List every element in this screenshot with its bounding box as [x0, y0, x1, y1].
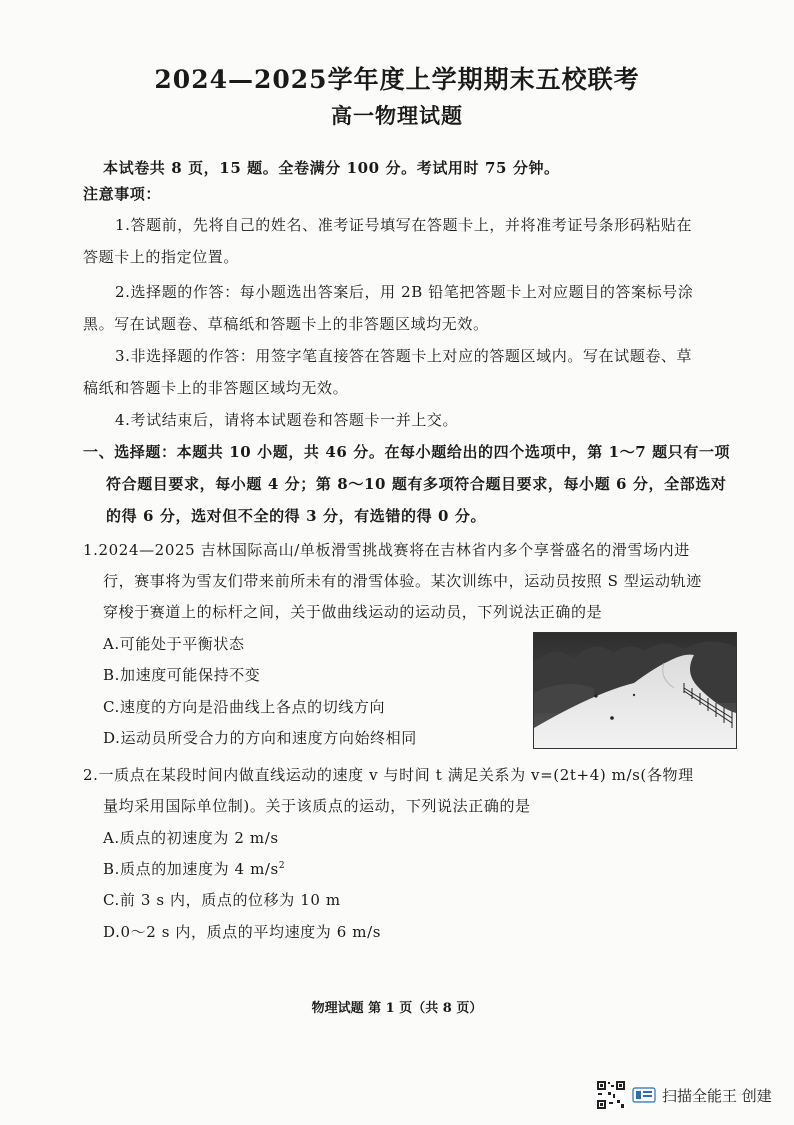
question-2-option-b-text: B.质点的加速度为 4 m/s — [103, 860, 279, 878]
page-footer: 物理试题 第 1 页（共 8 页） — [311, 1001, 483, 1016]
scanner-watermark — [596, 1078, 786, 1112]
section-heading-cont: 符合题目要求，每小题 4 分；第 8～10 题有多项符合题目要求，每小题 6 分，全部选对 — [106, 475, 727, 493]
question-1-option-a: A.可能处于平衡状态 — [103, 635, 245, 653]
watermark-text: 扫描全能王 创建 — [662, 1086, 772, 1105]
question-2-option-c: C.前 3 s 内，质点的位移为 10 m — [103, 891, 341, 909]
ski-slope-photo — [533, 632, 737, 749]
question-1-option-d: D.运动员所受合力的方向和速度方向始终相同 — [103, 729, 417, 747]
question-2-option-a: A.质点的初速度为 2 m/s — [103, 829, 279, 847]
question-2-option-d: D.0～2 s 内，质点的平均速度为 6 m/s — [103, 923, 382, 941]
exam-subtitle: 高一物理试题 — [331, 103, 463, 128]
question-2-option-b — [103, 859, 285, 879]
notice-label: 注意事项： — [83, 185, 162, 203]
notice-line: 1.答题前，先将自己的姓名、准考证号填写在答题卡上，并将准考证号条形码粘贴在 — [115, 216, 693, 234]
qr-code-icon — [596, 1080, 626, 1110]
notice-line: 3.非选择题的作答：用签字笔直接答在答题卡上对应的答题区域内。写在试题卷、草 — [115, 347, 693, 365]
question-1-option-b: B.加速度可能保持不变 — [103, 666, 261, 684]
notice-line: 4.考试结束后，请将本试题卷和答题卡一并上交。 — [115, 411, 459, 429]
question-1-stem: 1.2024—2025 吉林国际高山/单板滑雪挑战赛将在吉林省内多个享誉盛名的滑雪场内进 — [83, 541, 690, 559]
question-1-option-c: C.速度的方向是沿曲线上各点的切线方向 — [103, 698, 386, 716]
notice-line: 稿纸和答题卡上的非答题区域均无效。 — [83, 379, 349, 397]
notice-line: 答题卡上的指定位置。 — [83, 248, 240, 266]
question-1-stem: 行，赛事将为雪友们带来前所未有的滑雪体验。某次训练中，运动员按照 S 型运动轨迹 — [103, 572, 702, 590]
question-2-stem: 量均采用国际单位制)。关于该质点的运动，下列说法正确的是 — [103, 797, 531, 815]
notice-line: 黑。写在试题卷、草稿纸和答题卡上的非答题区域均无效。 — [83, 315, 489, 333]
section-heading-cont: 的得 6 分，选对但不全的得 3 分，有选错的得 0 分。 — [106, 507, 487, 525]
exam-title: 2024—2025学年度上学期期末五校联考 — [154, 65, 640, 94]
question-2-stem: 2.一质点在某段时间内做直线运动的速度 v 与时间 t 满足关系为 v=(2t+4) m/s(各物理 — [83, 766, 694, 784]
section-heading: 一、选择题：本题共 10 小题，共 46 分。在每小题给出的四个选项中，第 1～7 题只有一项 — [83, 443, 731, 461]
exam-summary: 本试卷共 8 页，15 题。全卷满分 100 分。考试用时 75 分钟。 — [103, 159, 560, 177]
question-1-stem: 穿梭于赛道上的标杆之间，关于做曲线运动的运动员，下列说法正确的是 — [103, 603, 603, 621]
notice-line: 2.选择题的作答：每小题选出答案后，用 2B 铅笔把答题卡上对应题目的答案标号涂 — [115, 283, 694, 301]
exponent: 2 — [278, 861, 286, 871]
scanner-logo-icon — [632, 1087, 656, 1103]
